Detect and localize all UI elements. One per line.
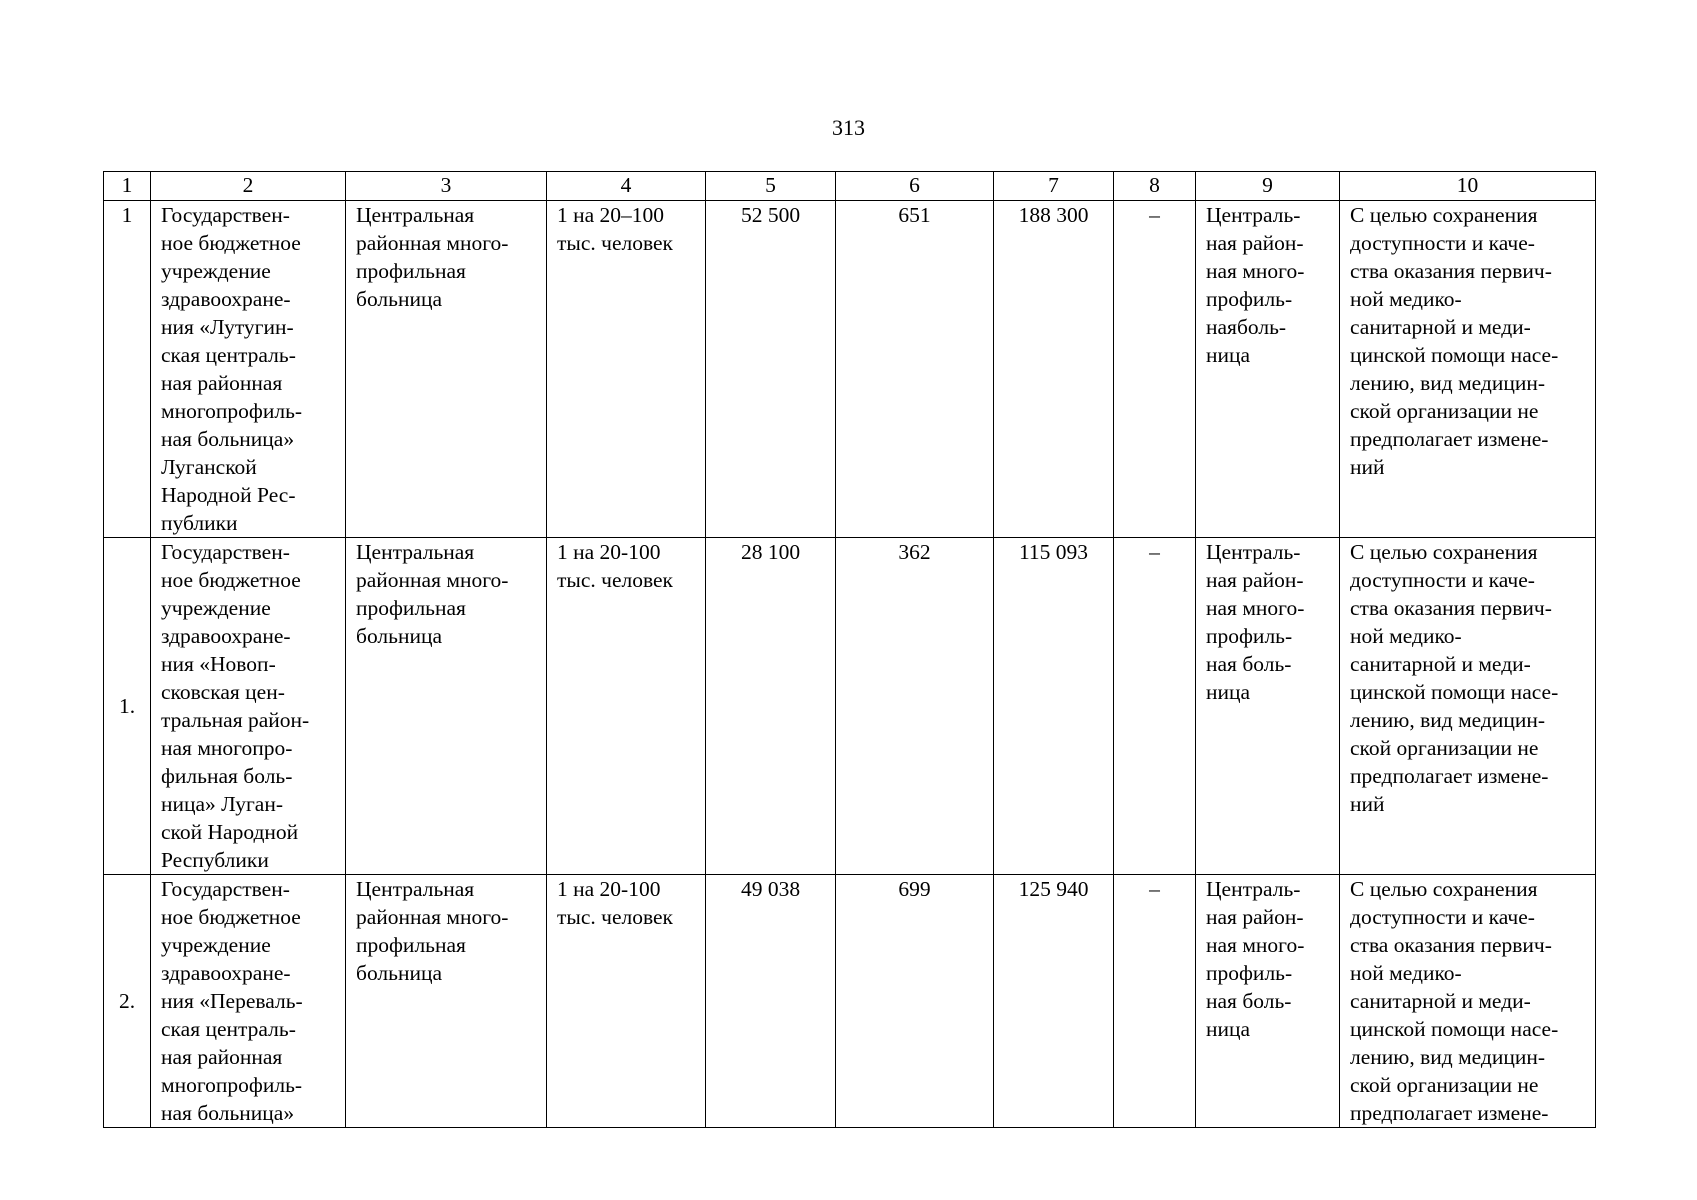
column-number: 1 [104,172,151,201]
text-line: профиль- [1206,287,1293,311]
column-number: 3 [346,172,547,201]
service-norm [547,538,706,875]
text-line: сковская цен- [161,680,285,704]
text-line: Народной Рес- [161,483,296,507]
column-number: 6 [836,172,994,201]
column-number-row [104,172,1596,201]
text-line: профильная [356,596,466,620]
text-line: профиль- [1206,624,1293,648]
text-line: профильная [356,259,466,283]
text-line: лению, вид медицин- [1350,708,1546,732]
text-line: ная боль- [1206,989,1292,1013]
table-row [104,538,1596,875]
text-line: ной медико- [1350,961,1462,985]
text-line: ная много- [1206,933,1305,957]
text-line: ная боль- [1206,652,1292,676]
value-col6: 651 [836,201,994,538]
text-line: ное бюджетное [161,905,301,929]
text-line: здравоохране- [161,961,291,985]
text-line: предполагает измене- [1350,427,1549,451]
text-line: доступности и каче- [1350,905,1535,929]
text-line: ной медико- [1350,624,1462,648]
column-number: 4 [547,172,706,201]
text-line: ная районная [161,371,283,395]
text-line: ница [1206,1017,1251,1041]
text-line: больница [356,624,442,648]
value-col5: 49 038 [706,875,836,1128]
text-line: цинской помощи насе- [1350,343,1559,367]
text-line: ная район- [1206,568,1304,592]
text-line: ская централь- [161,1017,296,1041]
institution-name [151,201,346,538]
text-line: ница [1206,680,1251,704]
row-number: 1. [104,538,151,875]
column-number: 9 [1196,172,1340,201]
text-line: ния «Переваль- [161,989,303,1013]
column-number: 7 [994,172,1114,201]
text-line: ное бюджетное [161,568,301,592]
value-col5: 52 500 [706,201,836,538]
text-line: ния «Лутугин- [161,315,294,339]
text-line: 1 на 20-100 [557,877,661,901]
text-line: лению, вид медицин- [1350,1045,1546,1069]
proposed-type [1196,201,1340,538]
text-line: ница» Луган- [161,792,284,816]
text-line: здравоохране- [161,624,291,648]
text-line: районная много- [356,231,509,255]
text-line: тыс. человек [557,905,673,929]
text-line: ная больница» [161,1101,295,1125]
row-number: 1 [104,201,151,538]
text-line: предполагает измене- [1350,1101,1549,1125]
text-line: доступности и каче- [1350,568,1535,592]
table-row [104,875,1596,1128]
text-line: ской организации не [1350,736,1539,760]
text-line: Централь- [1206,203,1301,227]
text-line: ное бюджетное [161,231,301,255]
text-line: ная район- [1206,905,1304,929]
page-number: 313 [832,115,865,140]
text-line: тральная район- [161,708,310,732]
text-line: доступности и каче- [1350,231,1535,255]
value-col7: 188 300 [994,201,1114,538]
text-line: С целью сохранения [1350,203,1538,227]
text-line: предполагает измене- [1350,764,1549,788]
value-col7: 115 093 [994,538,1114,875]
column-number: 5 [706,172,836,201]
column-number: 10 [1340,172,1596,201]
table-row [104,201,1596,538]
text-line: Централь- [1206,540,1301,564]
text-line: ний [1350,455,1385,479]
justification [1340,201,1596,538]
text-line: цинской помощи насе- [1350,1017,1559,1041]
proposed-type [1196,875,1340,1128]
institution-name [151,538,346,875]
text-line: здравоохране- [161,287,291,311]
text-line: профильная [356,933,466,957]
text-line: многопрофиль- [161,1073,303,1097]
text-line: больница [356,287,442,311]
text-line: районная много- [356,568,509,592]
text-line: лению, вид медицин- [1350,371,1546,395]
value-col8: – [1114,875,1196,1128]
text-line: учреждение [161,259,271,283]
service-norm [547,201,706,538]
institution-type [346,201,547,538]
justification [1340,875,1596,1128]
institution-type [346,538,547,875]
text-line: ний [1350,792,1385,816]
text-line: тыс. человек [557,568,673,592]
text-line: ница [1206,343,1251,367]
text-line: ская централь- [161,343,296,367]
text-line: ской Народной [161,820,299,844]
text-line: фильная боль- [161,764,293,788]
text-line: цинской помощи насе- [1350,680,1559,704]
text-line: многопрофиль- [161,399,303,423]
text-line: ства оказания первич- [1350,933,1552,957]
text-line: наяболь- [1206,315,1287,339]
text-line: Центральная [356,877,475,901]
text-line: Централь- [1206,877,1301,901]
proposed-type [1196,538,1340,875]
text-line: ской организации не [1350,1073,1539,1097]
text-line: Государствен- [161,540,290,564]
text-line: ная много- [1206,259,1305,283]
column-number: 2 [151,172,346,201]
text-line: С целью сохранения [1350,877,1538,901]
justification [1340,538,1596,875]
text-line: учреждение [161,596,271,620]
text-line: Республики [161,848,269,872]
text-line: санитарной и меди- [1350,989,1531,1013]
row-number: 2. [104,875,151,1128]
text-line: Луганской [161,455,257,479]
institution-name [151,875,346,1128]
value-col5: 28 100 [706,538,836,875]
text-line: ния «Новоп- [161,652,276,676]
text-line: ной медико- [1350,287,1462,311]
text-line: ная много- [1206,596,1305,620]
text-line: профиль- [1206,961,1293,985]
text-line: ная районная [161,1045,283,1069]
value-col7: 125 940 [994,875,1114,1128]
text-line: С целью сохранения [1350,540,1538,564]
text-line: ная многопро- [161,736,293,760]
service-norm [547,875,706,1128]
text-line: Центральная [356,203,475,227]
text-line: Государствен- [161,877,290,901]
institution-type [346,875,547,1128]
text-line: ства оказания первич- [1350,259,1552,283]
value-col6: 699 [836,875,994,1128]
text-line: ства оказания первич- [1350,596,1552,620]
text-line: ная больница» [161,427,295,451]
value-col8: – [1114,538,1196,875]
value-col6: 362 [836,538,994,875]
column-number: 8 [1114,172,1196,201]
text-line: районная много- [356,905,509,929]
value-col8: – [1114,201,1196,538]
text-line: ской организации не [1350,399,1539,423]
text-line: санитарной и меди- [1350,652,1531,676]
text-line: ная район- [1206,231,1304,255]
text-line: Центральная [356,540,475,564]
text-line: учреждение [161,933,271,957]
document-table [103,171,1596,1128]
text-line: тыс. человек [557,231,673,255]
text-line: больница [356,961,442,985]
text-line: санитарной и меди- [1350,315,1531,339]
text-line: 1 на 20-100 [557,540,661,564]
text-line: Государствен- [161,203,290,227]
text-line: 1 на 20–100 [557,203,665,227]
text-line: публики [161,511,238,535]
